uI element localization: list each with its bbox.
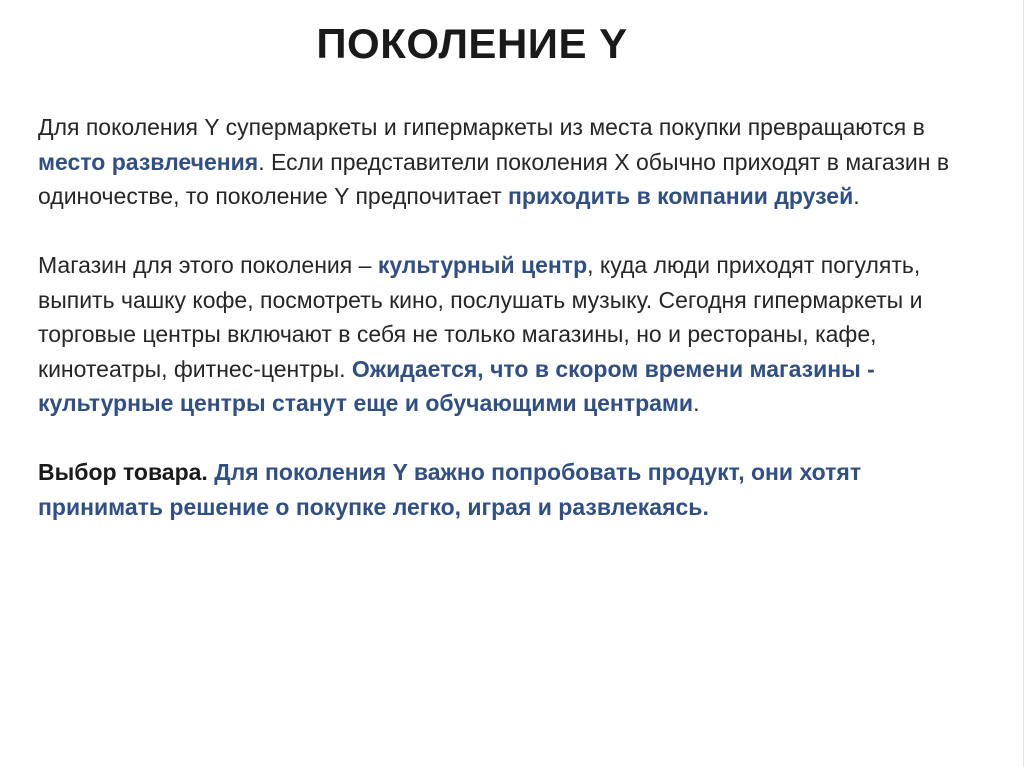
- p2-text-2: , куда люди приходят погулять, выпить чашку кофе, посмотреть кино, послушать музыку. Сегодня гипермаркеты и торговые центры включают в себя не только магазины, но и рестораны, кафе, кинотеатры, фитнес-центры.: [38, 252, 923, 382]
- p1-text-1: Для поколения Y супермаркеты и гипермаркеты из места покупки превращаются в: [38, 114, 925, 140]
- p2-text-1: Магазин для этого поколения –: [38, 252, 378, 278]
- p1-text-3: .: [853, 183, 860, 209]
- p2-highlight-2: Ожидается, что в скором времени магазины - культурные центры станут еще и обучающими центрами: [38, 355, 875, 416]
- p1-text-2: . Если представители поколения X обычно приходят в магазин в одиночестве, то поколение Y предпочитает: [38, 148, 950, 209]
- slide-title: ПОКОЛЕНИЕ Y: [316, 20, 628, 67]
- p2-highlight-1: культурный центр: [377, 252, 588, 278]
- paragraph-3: [38, 455, 978, 524]
- paragraph-2: [38, 248, 978, 421]
- slide-body: [38, 110, 978, 559]
- paragraph-1: [38, 110, 978, 214]
- p3-bold-label: Выбор товара.: [38, 459, 208, 485]
- p3-highlight-1: Для поколения Y важно попробовать продукт, они хотят принимать решение о покупке легко, играя и развлекаясь.: [38, 459, 862, 520]
- p2-text-3: .: [693, 390, 700, 416]
- p1-highlight-2: приходить в компании друзей: [508, 183, 854, 209]
- p1-highlight-1: место развлечения: [38, 148, 259, 175]
